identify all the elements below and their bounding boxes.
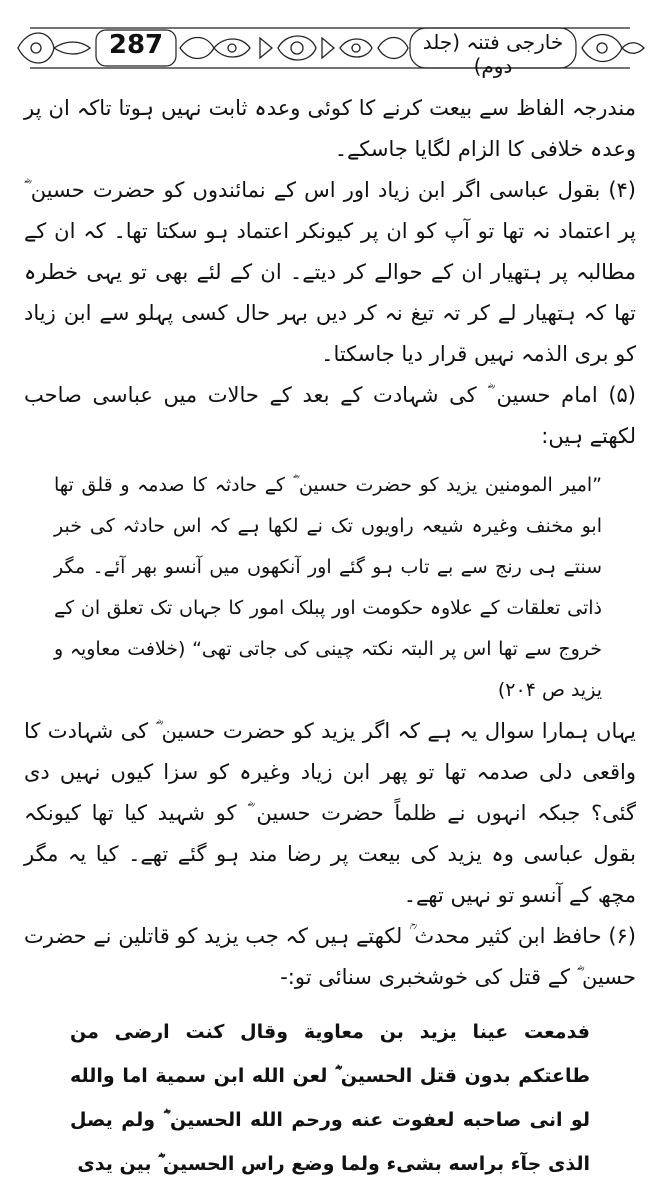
block-quote: ”امیر المومنین یزید کو حضرت حسین ؓ کے حادثہ کا صدمہ و قلق تھا ابو مخنف وغیرہ شیعہ راویوں تک نے لکھا ہے کہ اس حادثہ کی خبر سنتے ہی رنج سے بے تاب ہو گئے اور آنکھوں میں آنسو بھر آئے۔ مگر ذاتی تعلقات کے علاوہ حکومت اور پبلک امور کا جہاں تک تعلق ان کے خروج سے تھا اس پر البتہ نکتہ چینی کی جاتی تھی“ (خلافت معاویہ و یزید ص ۲۰۴) — [54, 474, 602, 701]
paragraph: (۶) حافظ ابن کثیر محدث ؒ لکھتے ہیں کہ جب یزید کو قاتلین نے حضرت حسین ؓ کے قتل کی خوشخبری سنائی تو:- — [24, 924, 636, 989]
page-header — [10, 18, 650, 78]
right-flourish-icon — [582, 35, 644, 62]
left-flourish-icon — [18, 33, 90, 63]
running-head: خارجی فتنہ (جلد دوم) — [422, 30, 564, 78]
page-body — [24, 88, 636, 1186]
page-number: 287 — [108, 30, 164, 60]
center-flourish-icon — [180, 36, 408, 60]
paragraph: (۵) امام حسین ؓ کی شہادت کے بعد کے حالات میں عباسی صاحب لکھتے ہیں: — [24, 383, 636, 448]
paragraph: یہاں ہمارا سوال یہ ہے کہ اگر یزید کو حضرت حسین ؓ کی شہادت کا واقعی دلی صدمہ تھا تو پھر ابن زیاد وغیرہ کو سزا کیوں نہیں دی گئی؟ جبکہ انہوں نے ظلماً حضرت حسین ؓ کو شہید کیا تھا کیونکہ بقول عباسی وہ یزید کی بیعت پر رضا مند ہو گئے تھے۔ کیا یہ مگر مچھ کے آنسو تو نہیں تھے۔ — [24, 719, 636, 907]
arabic-quote: فدمعت عينا يزيد بن معاوية وقال كنت ارضى من طاعتكم بدون قتل الحسين ؓ لعن الله ابن سمية اما والله لو انى صاحبه لعفوت عنه ورحم الله الحسين ؓ ولم يصل الذى جآء براسه بشىء ولما وضع راس الحسين ؓ بين يدى — [70, 1021, 590, 1175]
paragraph: مندرجہ الفاظ سے بیعت کرنے کا کوئی وعدہ ثابت نہیں ہوتا تاکہ ان پر وعدہ خلافی کا الزام لگایا جاسکے۔ — [24, 96, 636, 161]
paragraph: (۴) بقول عباسی اگر ابن زیاد اور اس کے نمائندوں کو حضرت حسین ؓ پر اعتماد نہ تھا تو آپ کو ان پر کیونکر اعتماد ہو سکتا تھا۔ کہ ان کے مطالبہ پر ہتھیار ان کے حوالے کر دیتے۔ ان کے لئے بھی تو یہی خطرہ تھا کہ ہتھیار لے کر تہ تیغ نہ کر دیں بہر حال کسی پہلو سے ابن زیاد کو بری الذمہ نہیں قرار دیا جاسکتا۔ — [24, 178, 636, 366]
